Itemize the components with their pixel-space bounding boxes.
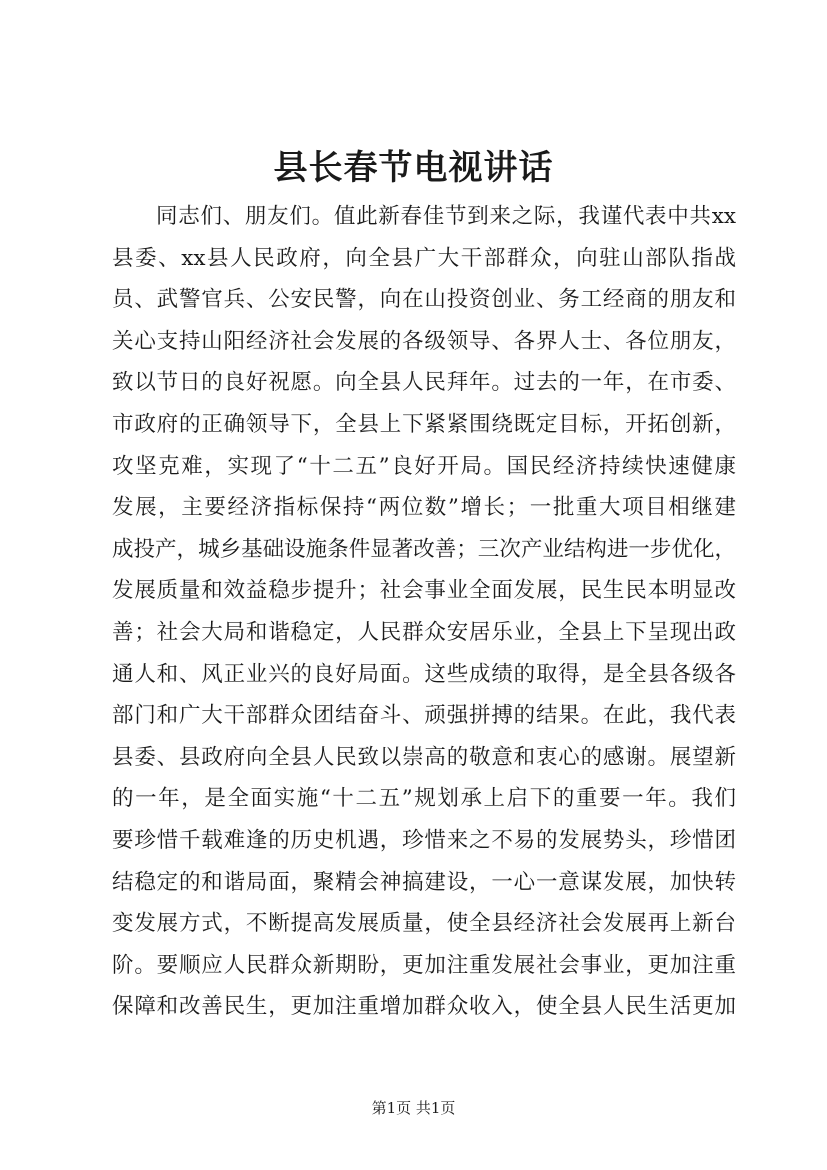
body-line: 攻坚克难，实现了“十二五”良好开局。国民经济持续快速健康: [112, 453, 736, 479]
body-line: 变发展方式，不断提高发展质量，使全县经济社会发展再上新台: [112, 911, 736, 937]
body-line: 县委、县政府向全县人民致以崇高的敬意和衷心的感谢。展望新: [112, 744, 736, 770]
document-title: 县长春节电视讲话: [273, 148, 554, 188]
body-line: 县委、xx县人民政府，向全县广大干部群众，向驻山部队指战: [112, 245, 736, 271]
body-line: 保障和改善民生，更加注重增加群众收入，使全县人民生活更加: [112, 994, 736, 1020]
body-line: 同志们、朋友们。值此新春佳节到来之际，我谨代表中共xx: [156, 204, 736, 229]
body-line: 结稳定的和谐局面，聚精会神搞建设，一心一意谋发展，加快转: [112, 869, 736, 895]
body-line: 通人和、风正业兴的良好局面。这些成绩的取得，是全县各级各: [112, 661, 736, 687]
body-line: 要珍惜千载难逢的历史机遇，珍惜来之不易的发展势头，珍惜团: [112, 827, 736, 853]
body-line: 善；社会大局和谐稳定，人民群众安居乐业，全县上下呈现出政: [112, 619, 736, 645]
document-body: [112, 196, 736, 1028]
body-line: 发展，主要经济指标保持“两位数”增长；一批重大项目相继建: [112, 495, 736, 521]
body-line: 成投产，城乡基础设施条件显著改善；三次产业结构进一步优化，: [112, 536, 736, 562]
body-line: 关心支持山阳经济社会发展的各级领导、各界人士、各位朋友，: [112, 328, 736, 354]
body-line: 的一年，是全面实施“十二五”规划承上启下的重要一年。我们: [112, 786, 736, 812]
page-footer: 第1页 共1页: [371, 1099, 456, 1117]
body-line: 部门和广大干部群众团结奋斗、顽强拼搏的结果。在此，我代表: [112, 703, 736, 729]
body-line: 发展质量和效益稳步提升；社会事业全面发展，民生民本明显改: [112, 578, 736, 604]
body-line: 阶。要顺应人民群众新期盼，更加注重发展社会事业，更加注重: [112, 952, 736, 978]
body-line: 员、武警官兵、公安民警，向在山投资创业、务工经商的朋友和: [112, 287, 736, 313]
body-line: 致以节日的良好祝愿。向全县人民拜年。过去的一年，在市委、: [112, 370, 736, 396]
body-line: 市政府的正确领导下，全县上下紧紧围绕既定目标，开拓创新，: [112, 411, 736, 437]
